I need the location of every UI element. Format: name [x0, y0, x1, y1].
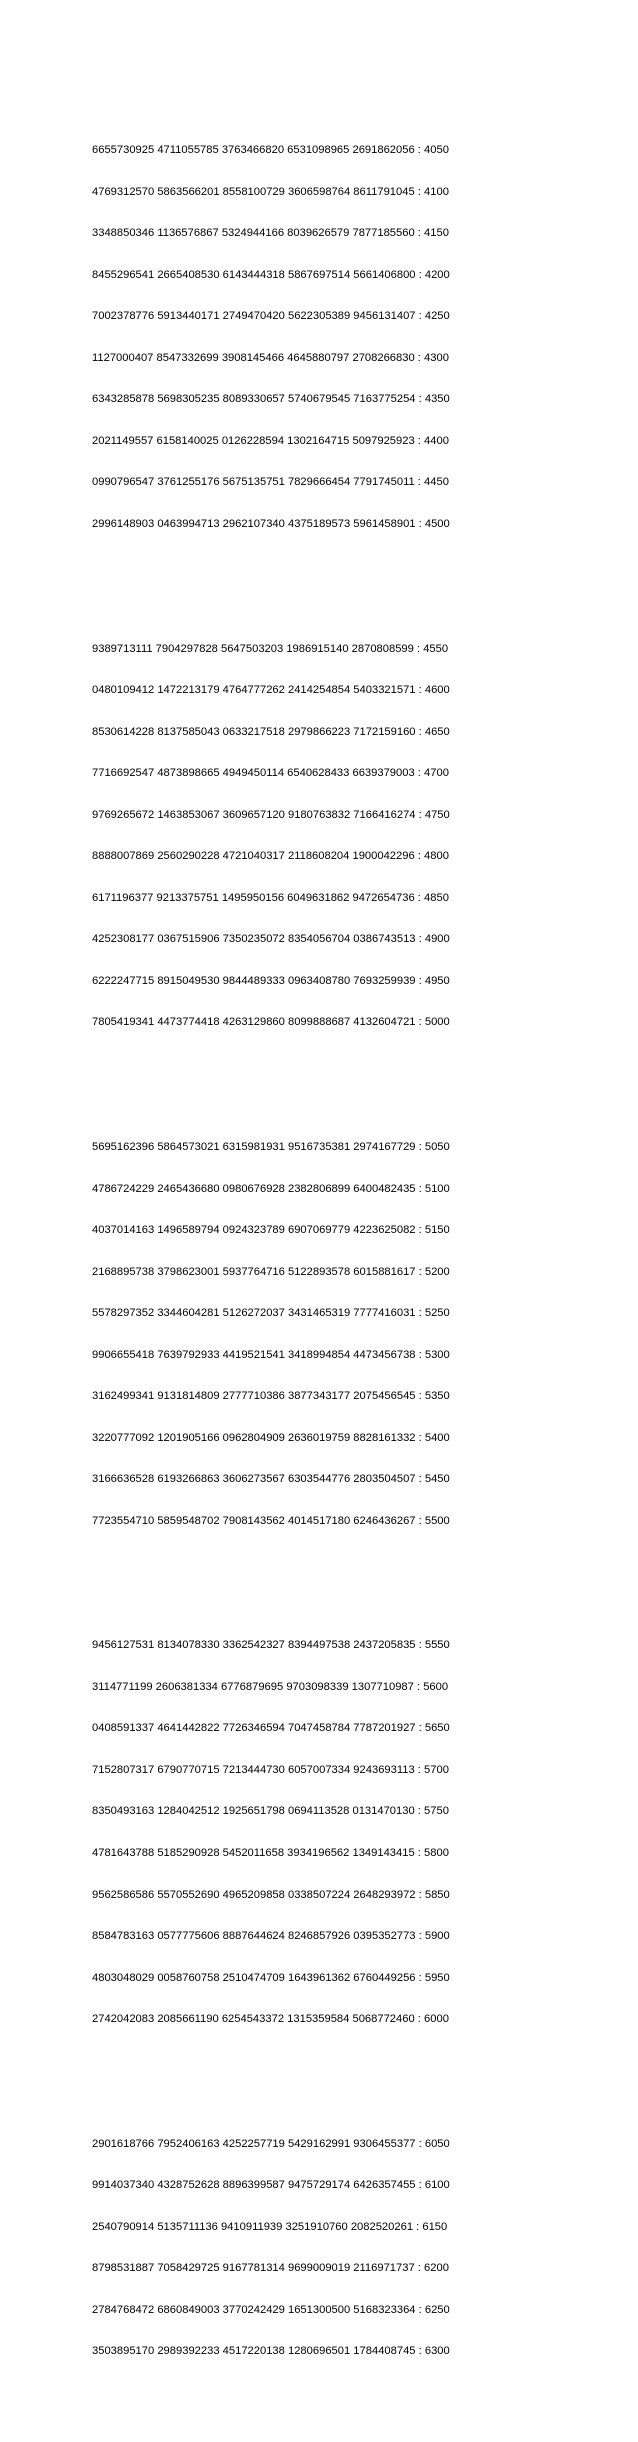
- digit-row: 9389713111 7904297828 5647503203 1986915140 2870808599 : 4550: [92, 642, 449, 655]
- digit-row: 4781643788 5185290928 5452011658 3934196562 1349143415 : 5800: [92, 1847, 449, 1859]
- digit-row: 9906655418 7639792933 4419521541 3418994854 4473456738 : 5300: [92, 1348, 450, 1361]
- digit-row: 7805419341 4473774418 4263129860 8099888687 4132604721 : 5000: [92, 1016, 450, 1029]
- digit-row: 3166636528 6193266863 3606273567 6303544776 2803504507 : 5450: [92, 1473, 450, 1486]
- digit-row: 8798531887 7058429725 9167781314 9699009019 2116971737 : 6200: [92, 2262, 449, 2275]
- digit-row: 8350493163 1284042512 1925651798 0694113528 0131470130 : 5750: [92, 1805, 449, 1818]
- digit-row: 9562586586 5570552690 4965209858 0338507224 2648293972 : 5850: [92, 1888, 450, 1901]
- digit-row: 0480109412 1472213179 4764777262 2414254854 5403321571 : 4600: [92, 684, 450, 697]
- digit-row: 2784768472 6860849003 3770242429 1651300500 5168323364 : 6250: [92, 2303, 450, 2316]
- digit-block-5: [92, 2110, 612, 2387]
- digit-block-1: [92, 117, 612, 560]
- digit-row: 7002378776 5913440171 2749470420 5622305389 9456131407 : 4250: [92, 310, 450, 323]
- digit-row: 3348850346 1136576867 5324944166 8039626579 7877185560 : 4150: [92, 227, 449, 240]
- digit-row: 1127000407 8547332699 3908145466 4645880797 2708266830 : 4300: [92, 351, 449, 364]
- digit-row: 8584783163 0577775606 8887644624 8246857926 0395352773 : 5900: [92, 1930, 450, 1943]
- digit-block-3: [92, 1113, 612, 1556]
- digit-row: 4786724229 2465436680 0980676928 2382806899 6400482435 : 5100: [92, 1182, 450, 1195]
- digit-block-4: [92, 1612, 612, 2055]
- digit-row: 9456127531 8134078330 3362542327 8394497538 2437205835 : 5550: [92, 1639, 450, 1652]
- digit-table: [92, 75, 612, 2442]
- digit-row: 2168895738 3798623001 5937764716 5122893578 6015881617 : 5200: [92, 1265, 450, 1278]
- digit-row: 6343285878 5698305235 8089330657 5740679545 7163775254 : 4350: [92, 393, 450, 406]
- digit-row: 0990796547 3761255176 5675135751 7829666454 7791745011 : 4450: [92, 476, 449, 489]
- digit-row: 2996148903 0463994713 2962107340 4375189573 5961458901 : 4500: [92, 518, 450, 530]
- digit-row: 4803048029 0058760758 2510474709 1643961362 6760449256 : 5950: [92, 1971, 450, 1984]
- digit-row: 5695162396 5864573021 6315981931 9516735381 2974167729 : 5050: [92, 1140, 450, 1153]
- digit-row: 8530614228 8137585043 0633217518 2979866223 7172159160 : 4650: [92, 725, 450, 738]
- digit-row: 8888007869 2560290228 4721040317 2118608204 1900042296 : 4800: [92, 850, 449, 863]
- digit-row: 3114771199 2606381334 6776879695 9703098339 1307710987 : 5600: [92, 1680, 449, 1693]
- digit-block-2: [92, 615, 612, 1058]
- digit-row: 6655730925 4711055785 3763466820 6531098965 2691862056 : 4050: [92, 144, 449, 157]
- digit-row: 6171196377 9213375751 1495950156 6049631862 9472654736 : 4850: [92, 891, 449, 904]
- digit-row: 0408591337 4641442822 7726346594 7047458784 7787201927 : 5650: [92, 1722, 450, 1735]
- digit-row: 7723554710 5859548702 7908143562 4014517180 6246436267 : 5500: [92, 1514, 450, 1527]
- digit-row: 4252308177 0367515906 7350235072 8354056704 0386743513 : 4900: [92, 933, 450, 946]
- digit-row: 2540790914 5135711136 9410911939 3251910760 2082520261 : 6150: [92, 2220, 448, 2233]
- digit-row: 2021149557 6158140025 0126228594 1302164715 5097925923 : 4400: [92, 434, 449, 447]
- digit-row: 3503895170 2989392233 4517220138 1280696501 1784408745 : 6300: [92, 2345, 450, 2358]
- digit-row: 9769265672 1463853067 3609657120 9180763832 7166416274 : 4750: [92, 808, 450, 821]
- digit-row: 9914037340 4328752628 8896399587 9475729174 6426357455 : 6100: [92, 2179, 450, 2192]
- digit-row: 2901618766 7952406163 4252257719 5429162991 9306455377 : 6050: [92, 2137, 450, 2150]
- digit-row: 3162499341 9131814809 2777710386 3877343177 2075456545 : 5350: [92, 1390, 450, 1403]
- digit-row: 4769312570 5863566201 8558100729 3606598764 8611791045 : 4100: [92, 185, 449, 198]
- digit-row: 8455296541 2665408530 6143444318 5867697514 5661406800 : 4200: [92, 268, 450, 281]
- digit-row: 2742042083 2085661190 6254543372 1315359584 5068772460 : 6000: [92, 2013, 449, 2026]
- digit-row: 7152807317 6790770715 7213444730 6057007334 9243693113 : 5700: [92, 1763, 449, 1776]
- digit-row: 4037014163 1496589794 0924323789 6907069779 4223625082 : 5150: [92, 1224, 450, 1237]
- digit-row: 3220777092 1201905166 0962804909 2636019759 8828161332 : 5400: [92, 1431, 450, 1444]
- digit-row: 6222247715 8915049530 9844489333 0963408780 7693259939 : 4950: [92, 974, 450, 987]
- digit-row: 5578297352 3344604281 5126272037 3431465319 7777416031 : 5250: [92, 1307, 450, 1320]
- digit-row: 7716692547 4873898665 4949450114 6540628433 6639379003 : 4700: [92, 767, 449, 780]
